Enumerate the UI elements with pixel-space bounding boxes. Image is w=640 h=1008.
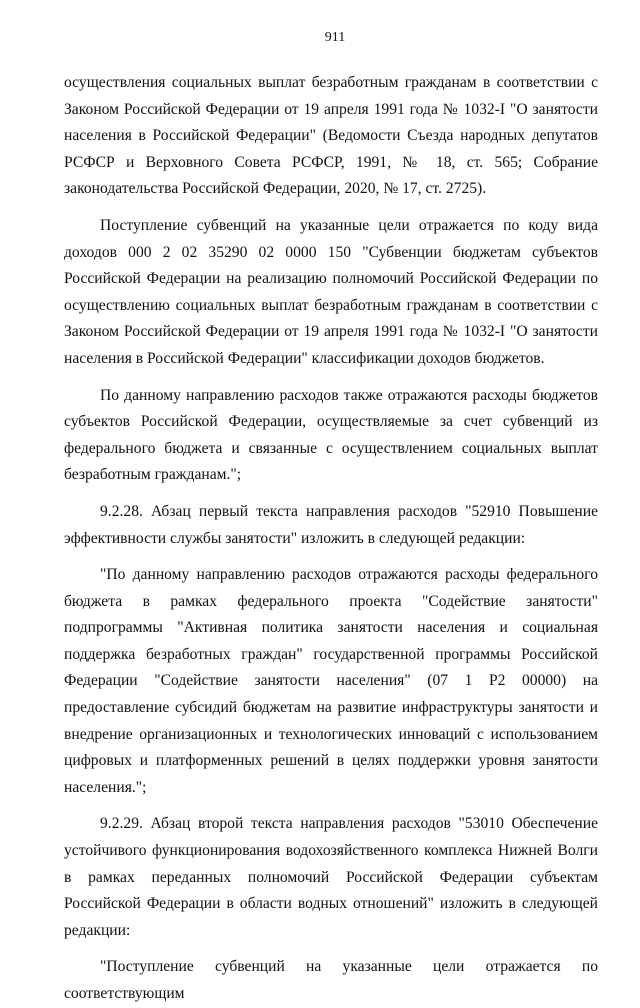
paragraph-4: 9.2.28. Абзац первый текста направления расходов "52910 Повышение эффективности службы занятости" изложить в следующей редакции: [64,502,598,547]
paragraph-5: "По данному направлению расходов отражаются расходы федерального бюджета в рамках федерального проекта "Содействие занятости" подпрограммы "Активная политика занятости населения и социальная поддержка безработных граждан" государственной программы Российской Федерации "Содействие занятости населения" (07 1 Р2 00000) на предоставление субсидий бюджетам на развитие инфраструктуры занятости и внедрение организационных и технологических инноваций с использованием цифровых и платформенных решений в целях поддержки уровня занятости населения."; [64,566,598,796]
page-number: 911 [324,30,346,45]
paragraph-3: По данному направлению расходов также отражаются расходы бюджетов субъектов Российской Федерации, осуществляемые за счет субвенций из федерального бюджета и связанные с осуществлением социальных выплат безработным гражданам."; [64,386,598,484]
paragraph-7: "Поступление субвенций на указанные цели отражается по соответствующим [64,958,598,1002]
paragraph-2: Поступление субвенций на указанные цели отражается по коду вида доходов 000 2 02 35290 02 0000 150 "Субвенции бюджетам субъектов Российской Федерации на реализацию полномочий Российской Федерации по осуществлению социальных выплат безработным гражданам в соответствии с Законом Российской Федерации от 19 апреля 1991 года № 1032-I "О занятости населения в Российской Федерации" классификации доходов бюджетов. [64,216,598,367]
paragraph-1: осуществления социальных выплат безработным гражданам в соответствии с Законом Российской Федерации от 19 апреля 1991 года № 1032-I "О занятости населения в Российской Федерации" (Ведомости Съезда народных депутатов РСФСР и Верховного Совета РСФСР, 1991, № 18, ст. 565; Собрание законодательства Российской Федерации, 2020, № 17, ст. 2725). [64,74,598,198]
paragraph-6: 9.2.29. Абзац второй текста направления расходов "53010 Обеспечение устойчивого функционирования водохозяйственного комплекса Нижней Волги в рамках переданных полномочий Российской Федерации субъектам Российской Федерации в области водных отношений" изложить в следующей редакции: [64,815,598,939]
